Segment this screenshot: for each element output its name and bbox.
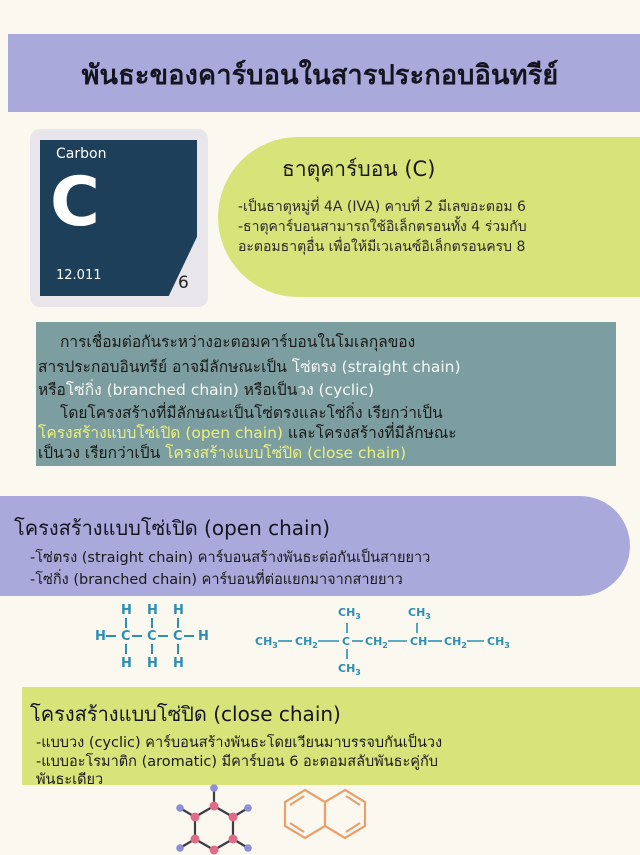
close-chain-line: -แบบอะโรมาติก (aromatic) มีคาร์บอน 6 อะตอมสลับพันธะคู่กับ <box>36 754 438 770</box>
svg-text:C: C <box>121 629 131 644</box>
svg-text:H: H <box>147 656 158 671</box>
open-chain-heading: โครงสร้างแบบโซ่เปิด (open chain) <box>14 516 331 540</box>
svg-text:CH2: $CH_2$ <box>444 635 467 650</box>
paragraph-line: โดยโครงสร้างที่มีลักษณะเป็นโซ่ตรงและโซ่กิ่ง เรียกว่าเป็น <box>60 404 443 422</box>
paragraph-line: หรือโซ่กิ่ง (branched chain) หรือเป็นวง (cyclic) <box>38 381 375 399</box>
open-chain-line: -โซ่ตรง (straight chain) คาร์บอนสร้างพันธะต่อกันเป็นสายยาว <box>30 550 431 566</box>
svg-text:CH2: $CH_2$ <box>295 635 318 650</box>
highlight-straight-chain: โซ่ตรง (straight chain) <box>291 358 461 376</box>
svg-text:H: H <box>95 629 106 644</box>
page-title: พันธะของคาร์บอนในสารประกอบอินทรีย์ <box>81 60 559 91</box>
highlight-cyclic: วง (cyclic) <box>297 381 375 399</box>
propane-structure <box>95 603 209 671</box>
svg-text:H: H <box>121 656 132 671</box>
highlight-branched-chain: โซ่กิ่ง (branched chain) <box>65 381 239 399</box>
svg-text:C: C <box>147 629 157 644</box>
svg-text:CH3: $CH_3$ <box>338 662 361 677</box>
paragraph-line: การเชื่อมต่อกันระหว่างอะตอมคาร์บอนในโมเลกุลของ <box>60 333 416 351</box>
benzene-ball-model <box>176 784 252 854</box>
svg-text:CH3: $CH_3$ <box>408 606 431 621</box>
element-name: Carbon <box>56 146 107 162</box>
open-chain-structures <box>0 596 640 688</box>
svg-text:H: H <box>147 603 158 618</box>
svg-text:H: H <box>173 656 184 671</box>
element-atomic-mass: 12.011 <box>56 268 102 283</box>
svg-text:H: H <box>198 629 209 644</box>
highlight-close-chain: โครงสร้างแบบโซ่ปิด (close chain) <box>165 444 407 462</box>
element-symbol: C <box>50 163 100 242</box>
element-atomic-number: 6 <box>178 273 189 293</box>
close-chain-line: -แบบวง (cyclic) คาร์บอนสร้างพันธะโดยเวียนมาบรรจบกันเป็นวง <box>36 735 443 751</box>
branched-alkane-structure <box>255 606 510 677</box>
paragraph-line: โครงสร้างแบบโซ่เปิด (open chain) และโครงสร้างที่มีลักษณะ <box>38 424 457 442</box>
svg-text:CH2: $CH_2$ <box>365 635 388 650</box>
carbon-info-line: -เป็นธาตุหมู่ที่ 4A (IVA) คาบที่ 2 มีเลขอะตอม 6 <box>238 199 526 215</box>
highlight-open-chain: โครงสร้างแบบโซ่เปิด (open chain) <box>38 424 283 442</box>
svg-text:CH: CH <box>410 635 428 648</box>
carbon-info-line: อะตอมธาตุอื่น เพื่อให้มีเวเลนซ์อิเล็กตรอนครบ 8 <box>238 239 526 255</box>
svg-text:CH3: $CH_3$ <box>255 635 278 650</box>
svg-text:H: H <box>121 603 132 618</box>
paragraph-line: สารประกอบอินทรีย์ อาจมีลักษณะเป็น โซ่ตรง (straight chain) <box>38 358 461 376</box>
svg-text:C: C <box>173 629 183 644</box>
svg-text:CH3: $CH_3$ <box>338 606 361 621</box>
cyclic-structures <box>0 776 640 855</box>
open-chain-line: -โซ่กิ่ง (branched chain) คาร์บอนที่ต่อแยกมาจากสายยาว <box>30 572 403 588</box>
svg-text:H: H <box>173 603 184 618</box>
svg-text:CH3: $CH_3$ <box>487 635 510 650</box>
carbon-heading: ธาตุคาร์บอน (C) <box>282 157 436 181</box>
close-chain-line: พันธะเดียว <box>36 772 104 788</box>
carbon-info-line: -ธาตุคาร์บอนสามารถใช้อิเล็กตรอนทั้ง 4 ร่วมกับ <box>238 219 527 235</box>
close-chain-heading: โครงสร้างแบบโซ่ปิด (close chain) <box>30 702 341 726</box>
svg-text:C: C <box>342 635 351 648</box>
paragraph-line: เป็นวง เรียกว่าเป็น โครงสร้างแบบโซ่ปิด (close chain) <box>38 444 407 462</box>
naphthalene-model <box>285 790 365 838</box>
